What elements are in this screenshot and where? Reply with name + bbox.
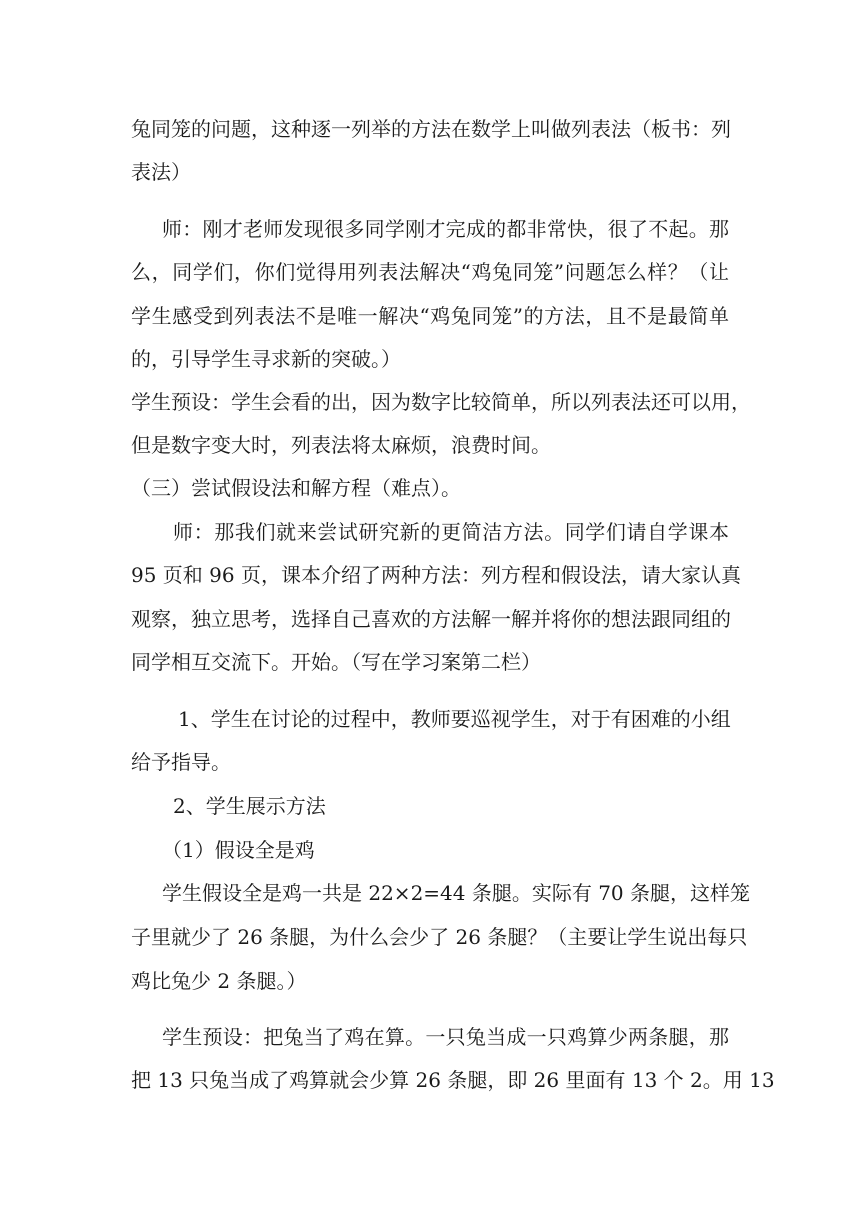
text-line-5: 学生感受到列表法不是唯一解决“鸡兔同笼”的方法，且不是最简单 [131, 304, 729, 328]
text-line-19: 子里就少了 26 条腿，为什么会少了 26 条腿？（主要让学生说出每只 [131, 925, 748, 949]
text-line-1: 兔同笼的问题，这种逐一列举的方法在数学上叫做列表法（板书：列 [131, 117, 731, 141]
subheading-methods: 2、学生展示方法 [173, 794, 326, 818]
text-line-13: 同学相互交流下。开始。（写在学习案第二栏） [131, 650, 541, 674]
text-line-15: 给予指导。 [131, 750, 231, 774]
text-line-8: 但是数字变大时，列表法将太麻烦，浪费时间。 [131, 433, 551, 457]
text-line-6: 的，引导学生寻求新的突破。） [131, 347, 401, 371]
subheading-assume-chicken: （1）假设全是鸡 [162, 838, 315, 862]
text-line-4: 么，同学们，你们觉得用列表法解决“鸡兔同笼”问题怎么样？（让 [131, 260, 729, 284]
text-line-14: 1、学生在讨论的过程中，教师要巡视学生，对于有困难的小组 [178, 707, 731, 731]
text-line-12: 观察，独立思考，选择自己喜欢的方法解一解并将你的想法跟同组的 [131, 607, 731, 631]
text-line-18: 学生假设全是鸡一共是 22×2=44 条腿。实际有 70 条腿，这样笼 [162, 881, 751, 905]
text-line-3: 师：刚才老师发现很多同学刚才完成的都非常快，很了不起。那 [162, 217, 729, 241]
section-heading: （三）尝试假设法和解方程（难点）。 [131, 476, 461, 500]
text-line-22: 把 13 只兔当成了鸡算就会少算 26 条腿，即 26 里面有 13 个 2。用 13 [131, 1068, 775, 1092]
text-line-10: 师：那我们就来尝试研究新的更简洁方法。同学们请自学课本 [173, 520, 729, 544]
text-line-20: 鸡比兔少 2 条腿。） [131, 969, 307, 993]
text-line-11: 95 页和 96 页，课本介绍了两种方法：列方程和假设法，请大家认真 [131, 563, 741, 587]
text-line-2: 表法） [131, 160, 191, 184]
text-line-21: 学生预设：把兔当了鸡在算。一只兔当成一只鸡算少两条腿，那 [162, 1025, 729, 1049]
text-line-7: 学生预设：学生会看的出，因为数字比较简单，所以列表法还可以用， [131, 390, 751, 414]
